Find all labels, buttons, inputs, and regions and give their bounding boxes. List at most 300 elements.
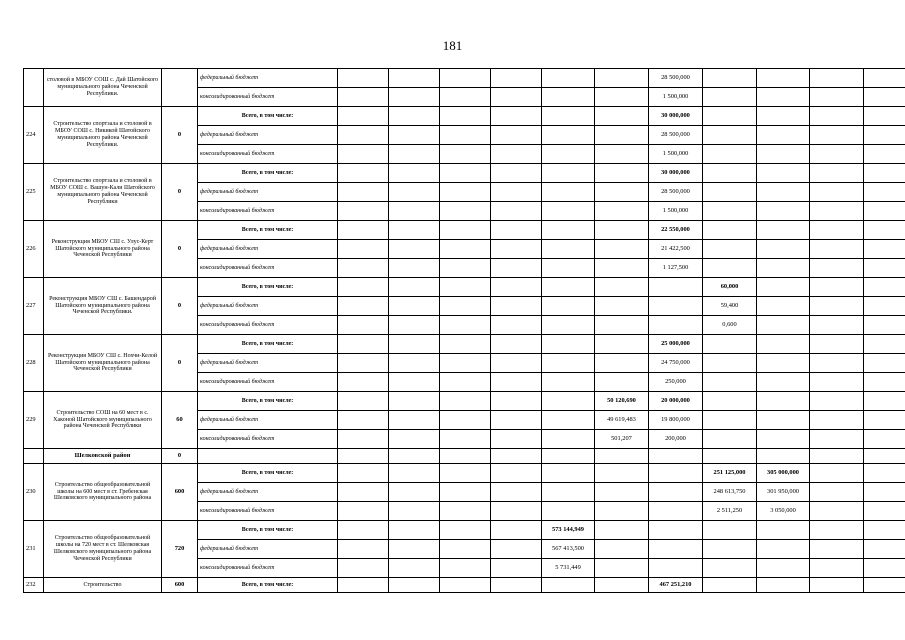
value-cell [595, 578, 649, 593]
value-cell [389, 411, 440, 430]
table-row [24, 164, 905, 183]
value-cell: 200,000 [649, 430, 703, 449]
value-cell: 567 413,500 [542, 540, 595, 559]
region-name: Шелковской район [44, 449, 162, 464]
value-cell [491, 430, 542, 449]
value-cell [389, 430, 440, 449]
value-cell [440, 183, 491, 202]
value-cell [649, 521, 703, 540]
value-cell: 3 050,000 [757, 502, 810, 521]
value-cell [440, 559, 491, 578]
table-body [24, 69, 905, 593]
value-cell [389, 354, 440, 373]
value-cell: 1 127,500 [649, 259, 703, 278]
value-cell [440, 297, 491, 316]
value-cell [595, 540, 649, 559]
value-cell [703, 559, 757, 578]
value-cell [864, 183, 905, 202]
value-cell [810, 354, 864, 373]
row-number: 231 [24, 521, 44, 578]
value-cell [338, 335, 389, 354]
value-cell [703, 126, 757, 145]
funding-source: федеральный бюджет [198, 483, 338, 502]
value-cell [757, 354, 810, 373]
value-cell [757, 164, 810, 183]
value-cell: 501,207 [595, 430, 649, 449]
value-cell [703, 183, 757, 202]
funding-source: консолидированный бюджет [198, 145, 338, 164]
value-cell [595, 354, 649, 373]
value-cell [440, 373, 491, 392]
value-cell [757, 278, 810, 297]
value-cell [703, 240, 757, 259]
capacity: 720 [162, 521, 198, 578]
value-cell [389, 316, 440, 335]
value-cell [757, 411, 810, 430]
value-cell [864, 521, 905, 540]
value-cell [491, 335, 542, 354]
value-cell [440, 69, 491, 88]
value-cell [864, 316, 905, 335]
value-cell [864, 126, 905, 145]
row-number [24, 69, 44, 107]
table-row [24, 107, 905, 126]
value-cell [757, 335, 810, 354]
value-cell [338, 88, 389, 107]
value-cell [542, 145, 595, 164]
value-cell [440, 316, 491, 335]
funding-source: Всего, в том числе: [198, 107, 338, 126]
value-cell [703, 449, 757, 464]
value-cell [595, 164, 649, 183]
value-cell [595, 107, 649, 126]
value-cell [491, 107, 542, 126]
value-cell [389, 240, 440, 259]
value-cell [389, 449, 440, 464]
value-cell [440, 430, 491, 449]
value-cell [389, 69, 440, 88]
value-cell [757, 145, 810, 164]
value-cell [389, 107, 440, 126]
value-cell [389, 335, 440, 354]
funding-source: Всего, в том числе: [198, 521, 338, 540]
value-cell [491, 521, 542, 540]
capacity: 0 [162, 221, 198, 278]
value-cell: 30 000,000 [649, 164, 703, 183]
value-cell [440, 354, 491, 373]
value-cell: 2 511,250 [703, 502, 757, 521]
value-cell [338, 164, 389, 183]
funding-source: Всего, в том числе: [198, 221, 338, 240]
object-name: Реконструкция МБОУ СШ с. Башендарой Шатойского муниципального района Чеченской Республики. [44, 278, 162, 335]
value-cell [757, 126, 810, 145]
value-cell [757, 221, 810, 240]
value-cell [440, 411, 491, 430]
value-cell: 467 251,210 [649, 578, 703, 593]
capacity: 60 [162, 392, 198, 449]
row-number [24, 449, 44, 464]
value-cell [338, 316, 389, 335]
value-cell [649, 483, 703, 502]
value-cell [491, 240, 542, 259]
value-cell [757, 521, 810, 540]
value-cell [757, 373, 810, 392]
value-cell [338, 540, 389, 559]
value-cell [810, 126, 864, 145]
value-cell [491, 297, 542, 316]
value-cell [757, 202, 810, 221]
value-cell: 21 422,500 [649, 240, 703, 259]
value-cell [491, 411, 542, 430]
value-cell [491, 373, 542, 392]
value-cell [703, 335, 757, 354]
value-cell [389, 278, 440, 297]
value-cell [542, 278, 595, 297]
value-cell [440, 483, 491, 502]
funding-source: консолидированный бюджет [198, 259, 338, 278]
funding-source [198, 449, 338, 464]
value-cell [703, 202, 757, 221]
value-cell [810, 464, 864, 483]
value-cell [389, 483, 440, 502]
value-cell [338, 449, 389, 464]
value-cell [864, 354, 905, 373]
value-cell [389, 164, 440, 183]
value-cell [491, 354, 542, 373]
value-cell [440, 240, 491, 259]
value-cell [810, 297, 864, 316]
value-cell [810, 559, 864, 578]
value-cell [389, 521, 440, 540]
value-cell [338, 411, 389, 430]
funding-source: Всего, в том числе: [198, 578, 338, 593]
value-cell [703, 392, 757, 411]
value-cell [757, 240, 810, 259]
value-cell [595, 502, 649, 521]
value-cell [703, 259, 757, 278]
value-cell [338, 430, 389, 449]
value-cell [595, 316, 649, 335]
value-cell [864, 202, 905, 221]
value-cell [491, 578, 542, 593]
value-cell [703, 69, 757, 88]
value-cell [542, 449, 595, 464]
value-cell [542, 411, 595, 430]
value-cell [542, 164, 595, 183]
value-cell [389, 183, 440, 202]
value-cell [649, 540, 703, 559]
value-cell [338, 578, 389, 593]
value-cell [703, 145, 757, 164]
value-cell [542, 297, 595, 316]
budget-table [23, 68, 905, 593]
value-cell [542, 107, 595, 126]
value-cell [542, 259, 595, 278]
funding-source: Всего, в том числе: [198, 464, 338, 483]
value-cell [338, 126, 389, 145]
capacity: 0 [162, 164, 198, 221]
value-cell: 28 500,000 [649, 126, 703, 145]
value-cell [810, 88, 864, 107]
value-cell [595, 559, 649, 578]
value-cell [491, 69, 542, 88]
funding-source: федеральный бюджет [198, 540, 338, 559]
value-cell [595, 373, 649, 392]
value-cell [864, 483, 905, 502]
value-cell [649, 449, 703, 464]
value-cell [649, 297, 703, 316]
value-cell [338, 278, 389, 297]
value-cell [440, 164, 491, 183]
value-cell [810, 373, 864, 392]
value-cell [703, 521, 757, 540]
value-cell [491, 502, 542, 521]
value-cell [864, 335, 905, 354]
value-cell [757, 88, 810, 107]
value-cell [338, 392, 389, 411]
table-row [24, 278, 905, 297]
value-cell [595, 69, 649, 88]
value-cell [864, 240, 905, 259]
value-cell [595, 483, 649, 502]
value-cell: 248 613,750 [703, 483, 757, 502]
value-cell: 250,000 [649, 373, 703, 392]
value-cell [338, 221, 389, 240]
value-cell [810, 69, 864, 88]
value-cell [864, 502, 905, 521]
value-cell [338, 183, 389, 202]
value-cell: 25 000,000 [649, 335, 703, 354]
value-cell [810, 316, 864, 335]
value-cell: 24 750,000 [649, 354, 703, 373]
value-cell [389, 221, 440, 240]
value-cell [864, 430, 905, 449]
value-cell [864, 69, 905, 88]
value-cell [542, 502, 595, 521]
table-row [24, 221, 905, 240]
object-name: Строительство спортзала и столовой в МБОУ СОШ с. Вашун-Кали Шатойского муниципального района Чеченской Республики [44, 164, 162, 221]
value-cell [649, 502, 703, 521]
value-cell [440, 145, 491, 164]
table-row [24, 578, 905, 593]
value-cell [810, 411, 864, 430]
row-number: 229 [24, 392, 44, 449]
value-cell [757, 69, 810, 88]
value-cell [757, 259, 810, 278]
table-row [24, 464, 905, 483]
value-cell [703, 430, 757, 449]
value-cell [440, 578, 491, 593]
value-cell [703, 88, 757, 107]
value-cell: 305 000,000 [757, 464, 810, 483]
value-cell [595, 183, 649, 202]
value-cell [864, 373, 905, 392]
value-cell [757, 392, 810, 411]
capacity: 600 [162, 578, 198, 593]
value-cell [810, 540, 864, 559]
value-cell [757, 297, 810, 316]
value-cell [440, 502, 491, 521]
page-number: 181 [442, 38, 463, 53]
object-name: Реконструкция МБОУ СШ с. Улус-Керт Шатойского муниципального района Чеченской Республики [44, 221, 162, 278]
capacity: 0 [162, 335, 198, 392]
value-cell [864, 221, 905, 240]
value-cell: 30 000,000 [649, 107, 703, 126]
table-row [24, 335, 905, 354]
value-cell [757, 540, 810, 559]
value-cell: 301 950,000 [757, 483, 810, 502]
funding-source: федеральный бюджет [198, 69, 338, 88]
value-cell [389, 145, 440, 164]
value-cell [542, 464, 595, 483]
value-cell [389, 464, 440, 483]
value-cell [440, 540, 491, 559]
capacity [162, 69, 198, 107]
value-cell [595, 126, 649, 145]
value-cell [491, 145, 542, 164]
value-cell [491, 483, 542, 502]
value-cell: 28 500,000 [649, 69, 703, 88]
value-cell [595, 88, 649, 107]
funding-source: федеральный бюджет [198, 240, 338, 259]
value-cell [864, 164, 905, 183]
value-cell: 1 500,000 [649, 88, 703, 107]
value-cell [649, 559, 703, 578]
value-cell [542, 430, 595, 449]
value-cell [491, 183, 542, 202]
value-cell [703, 540, 757, 559]
value-cell [864, 145, 905, 164]
value-cell [864, 449, 905, 464]
value-cell [389, 392, 440, 411]
value-cell: 50 120,690 [595, 392, 649, 411]
value-cell [491, 88, 542, 107]
value-cell [864, 464, 905, 483]
value-cell [810, 278, 864, 297]
value-cell [810, 259, 864, 278]
value-cell [810, 502, 864, 521]
value-cell [440, 521, 491, 540]
value-cell [389, 126, 440, 145]
value-cell [810, 164, 864, 183]
value-cell [440, 392, 491, 411]
value-cell [440, 107, 491, 126]
value-cell: 0,600 [703, 316, 757, 335]
value-cell [491, 259, 542, 278]
value-cell [595, 202, 649, 221]
value-cell [542, 88, 595, 107]
funding-source: консолидированный бюджет [198, 502, 338, 521]
value-cell [491, 316, 542, 335]
value-cell [389, 259, 440, 278]
value-cell [338, 69, 389, 88]
value-cell: 1 500,000 [649, 202, 703, 221]
row-number: 225 [24, 164, 44, 221]
value-cell [703, 578, 757, 593]
value-cell [703, 107, 757, 126]
value-cell [542, 221, 595, 240]
value-cell [338, 107, 389, 126]
value-cell [595, 335, 649, 354]
value-cell [440, 278, 491, 297]
value-cell [703, 373, 757, 392]
value-cell: 59,400 [703, 297, 757, 316]
value-cell [491, 449, 542, 464]
value-cell [491, 126, 542, 145]
value-cell [649, 316, 703, 335]
value-cell [542, 578, 595, 593]
value-cell [595, 259, 649, 278]
capacity: 0 [162, 107, 198, 164]
table-row [24, 392, 905, 411]
row-number: 232 [24, 578, 44, 593]
funding-source: федеральный бюджет [198, 354, 338, 373]
value-cell [810, 449, 864, 464]
capacity: 600 [162, 464, 198, 521]
value-cell [810, 521, 864, 540]
value-cell [864, 278, 905, 297]
region-row [24, 449, 905, 464]
value-cell [338, 297, 389, 316]
value-cell [542, 183, 595, 202]
value-cell [389, 373, 440, 392]
value-cell [810, 107, 864, 126]
table-row [24, 521, 905, 540]
value-cell [703, 354, 757, 373]
object-name: Реконструкция МБОУ СШ с. Нохчи-Келой Шатойского муниципального района Чеченской Республики [44, 335, 162, 392]
object-name: Строительство спортзала и столовой в МБОУ СОШ с. Никикой Шатойского муниципального района Чеченской Республики. [44, 107, 162, 164]
value-cell [440, 464, 491, 483]
value-cell [595, 221, 649, 240]
funding-source: консолидированный бюджет [198, 202, 338, 221]
value-cell [595, 240, 649, 259]
funding-source: консолидированный бюджет [198, 373, 338, 392]
value-cell [440, 335, 491, 354]
value-cell [810, 145, 864, 164]
value-cell [864, 259, 905, 278]
value-cell [338, 240, 389, 259]
value-cell [440, 126, 491, 145]
value-cell [757, 316, 810, 335]
value-cell: 60,000 [703, 278, 757, 297]
value-cell [389, 502, 440, 521]
value-cell [810, 221, 864, 240]
funding-source: консолидированный бюджет [198, 316, 338, 335]
value-cell [649, 464, 703, 483]
value-cell [810, 578, 864, 593]
value-cell: 20 000,000 [649, 392, 703, 411]
value-cell [542, 69, 595, 88]
object-name: Строительство общеобразовательной школы на 720 мест в ст. Шелковская Шелковского муниципального района Чеченской Республики [44, 521, 162, 578]
funding-source: Всего, в том числе: [198, 164, 338, 183]
value-cell [338, 354, 389, 373]
value-cell [491, 392, 542, 411]
capacity: 0 [162, 278, 198, 335]
value-cell: 251 125,000 [703, 464, 757, 483]
value-cell [757, 578, 810, 593]
value-cell [440, 449, 491, 464]
value-cell [810, 335, 864, 354]
funding-source: консолидированный бюджет [198, 430, 338, 449]
value-cell [440, 202, 491, 221]
value-cell [338, 464, 389, 483]
value-cell [389, 559, 440, 578]
object-name: Строительство СОШ на 60 мест в с. Хаконой Шатойского муниципального района Чеченской Республики [44, 392, 162, 449]
value-cell: 22 550,000 [649, 221, 703, 240]
value-cell [542, 240, 595, 259]
value-cell [864, 107, 905, 126]
value-cell [810, 240, 864, 259]
